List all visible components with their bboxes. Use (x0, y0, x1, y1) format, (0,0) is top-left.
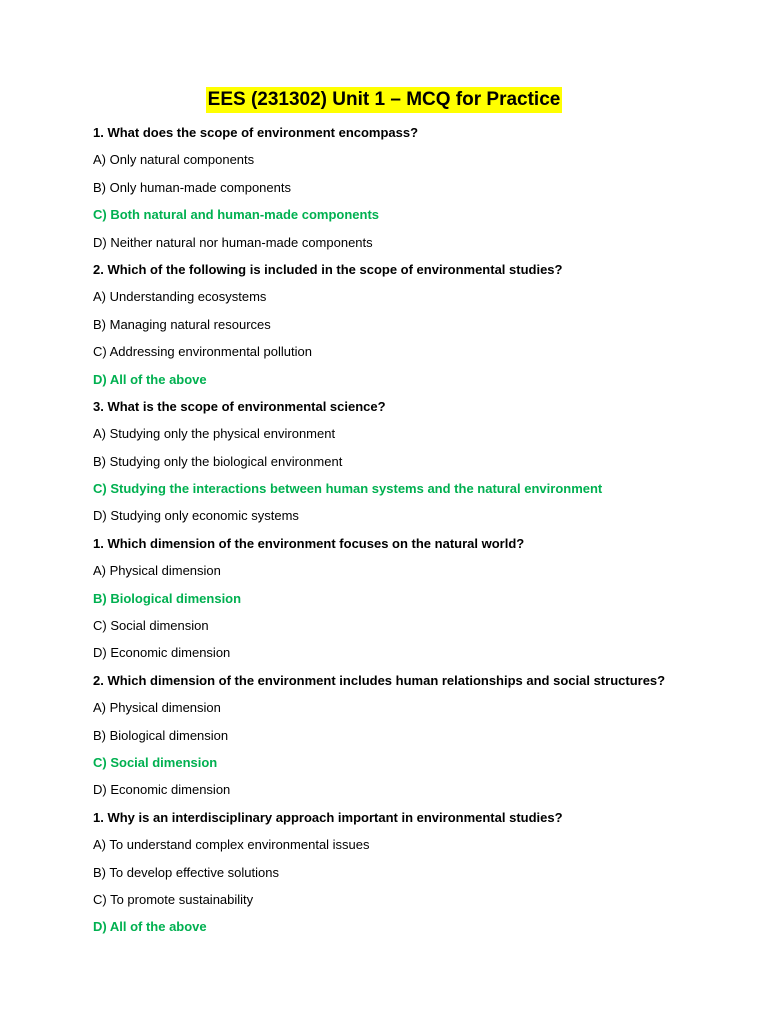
question-text: 1. What does the scope of environment encompass? (93, 125, 419, 140)
answer-option: A) Understanding ecosystems (93, 289, 267, 305)
correct-answer-option: C) Studying the interactions between human systems and the natural environment (93, 481, 603, 497)
question-text: 2. Which dimension of the environment includes human relationships and social structures? (93, 672, 666, 688)
question-list (93, 119, 733, 941)
answer-option: A) Physical dimension (93, 700, 221, 716)
correct-answer-option: D) All of the above (93, 919, 207, 935)
answer-option: B) Only human-made components (93, 179, 291, 195)
answer-option: A) Physical dimension (93, 563, 221, 579)
answer-option: C) Social dimension (93, 618, 209, 634)
correct-answer-option: C) Social dimension (93, 754, 218, 770)
correct-answer-option: D) All of the above (93, 371, 207, 387)
answer-option: B) To develop effective solutions (93, 864, 279, 880)
answer-option: A) Only natural components (93, 152, 255, 168)
page-title: EES (231302) Unit 1 – MCQ for Practice (206, 87, 563, 113)
correct-answer-option: B) Biological dimension (93, 590, 242, 606)
answer-option: A) To understand complex environmental issues (93, 837, 370, 853)
answer-option: D) Economic dimension (93, 782, 231, 798)
question-text: 1. Why is an interdisciplinary approach important in environmental studies? (93, 809, 563, 825)
answer-option: B) Studying only the biological environment (93, 453, 343, 469)
correct-answer-option: C) Both natural and human-made components (93, 207, 380, 223)
answer-option: D) Economic dimension (93, 645, 231, 661)
answer-option: D) Studying only economic systems (93, 508, 299, 524)
answer-option: B) Biological dimension (93, 727, 229, 743)
answer-option: C) Addressing environmental pollution (93, 344, 312, 360)
question-text: 2. Which of the following is included in the scope of environmental studies? (93, 261, 563, 277)
answer-option: D) Neither natural nor human-made components (93, 234, 373, 250)
title-container (0, 87, 768, 113)
answer-option: B) Managing natural resources (93, 316, 271, 332)
answer-option: C) To promote sustainability (93, 891, 254, 907)
answer-option: A) Studying only the physical environment (93, 426, 336, 442)
question-text: 3. What is the scope of environmental science? (93, 398, 386, 414)
question-text: 1. Which dimension of the environment focuses on the natural world? (93, 535, 525, 551)
